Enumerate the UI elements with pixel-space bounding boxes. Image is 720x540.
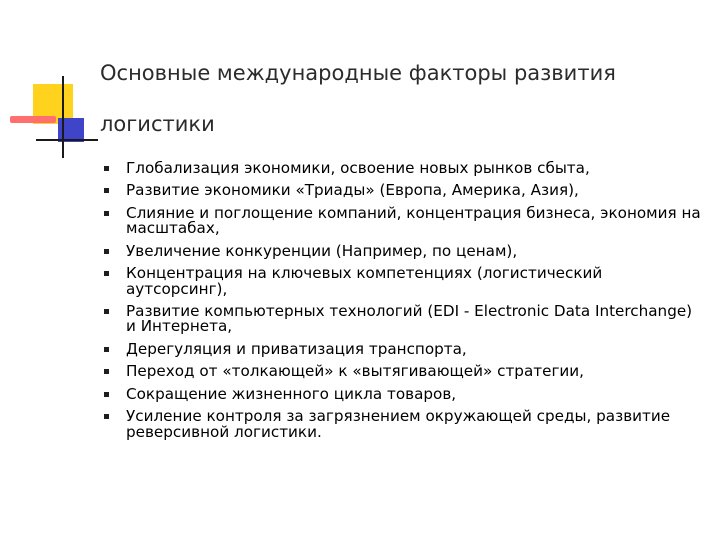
decor-red-bar: [10, 116, 56, 123]
list-item: [104, 183, 704, 198]
square-bullet-icon: [104, 166, 109, 171]
list-item-text: Усиление контроля за загрязнением окружающей среды, развитие реверсивной логистики.: [126, 407, 671, 441]
list-item-text: Развитие компьютерных технологий (EDI - Electronic Data Interchange) и Интернета,: [126, 302, 693, 336]
list-item: [104, 364, 704, 379]
square-bullet-icon: [104, 392, 109, 397]
square-bullet-icon: [104, 347, 109, 352]
list-item-text: Слияние и поглощение компаний, концентрация бизнеса, экономия на масштабах,: [126, 203, 701, 238]
list-item-text: Развитие экономики «Триады» (Европа, Америка, Азия),: [126, 181, 579, 200]
square-bullet-icon: [104, 271, 109, 276]
square-bullet-icon: [104, 414, 109, 419]
square-bullet-icon: [104, 188, 109, 193]
square-bullet-icon: [104, 369, 109, 374]
square-bullet-icon: [104, 211, 109, 216]
square-bullet-icon: [104, 249, 109, 254]
list-item: [104, 161, 704, 176]
list-item: [104, 384, 704, 403]
bullet-list: [104, 161, 704, 447]
list-item: [104, 241, 704, 260]
list-item: [104, 266, 704, 297]
list-item: [104, 409, 704, 440]
list-item: [104, 203, 704, 238]
list-item: [104, 339, 704, 358]
square-bullet-icon: [104, 309, 109, 314]
slide-title: Основные международные факторы развития логистики: [100, 61, 616, 136]
list-item-text: Переход от «толкающей» к «вытягивающей» стратегии,: [126, 362, 584, 381]
decor-vertical-line: [62, 76, 64, 158]
list-item-text: Концентрация на ключевых компетенциях (логистический аутсорсинг),: [126, 264, 603, 298]
list-item-text: Глобализация экономики, освоение новых рынков сбыта,: [126, 159, 590, 177]
list-item-text: Увеличение конкуренции (Например, по ценам),: [126, 241, 518, 260]
list-item-text: Дерегуляция и приватизация транспорта,: [126, 339, 467, 358]
decor-horizontal-line: [36, 139, 98, 141]
list-item: [104, 304, 704, 335]
list-item-text: Сокращение жизненного цикла товаров,: [126, 384, 457, 403]
